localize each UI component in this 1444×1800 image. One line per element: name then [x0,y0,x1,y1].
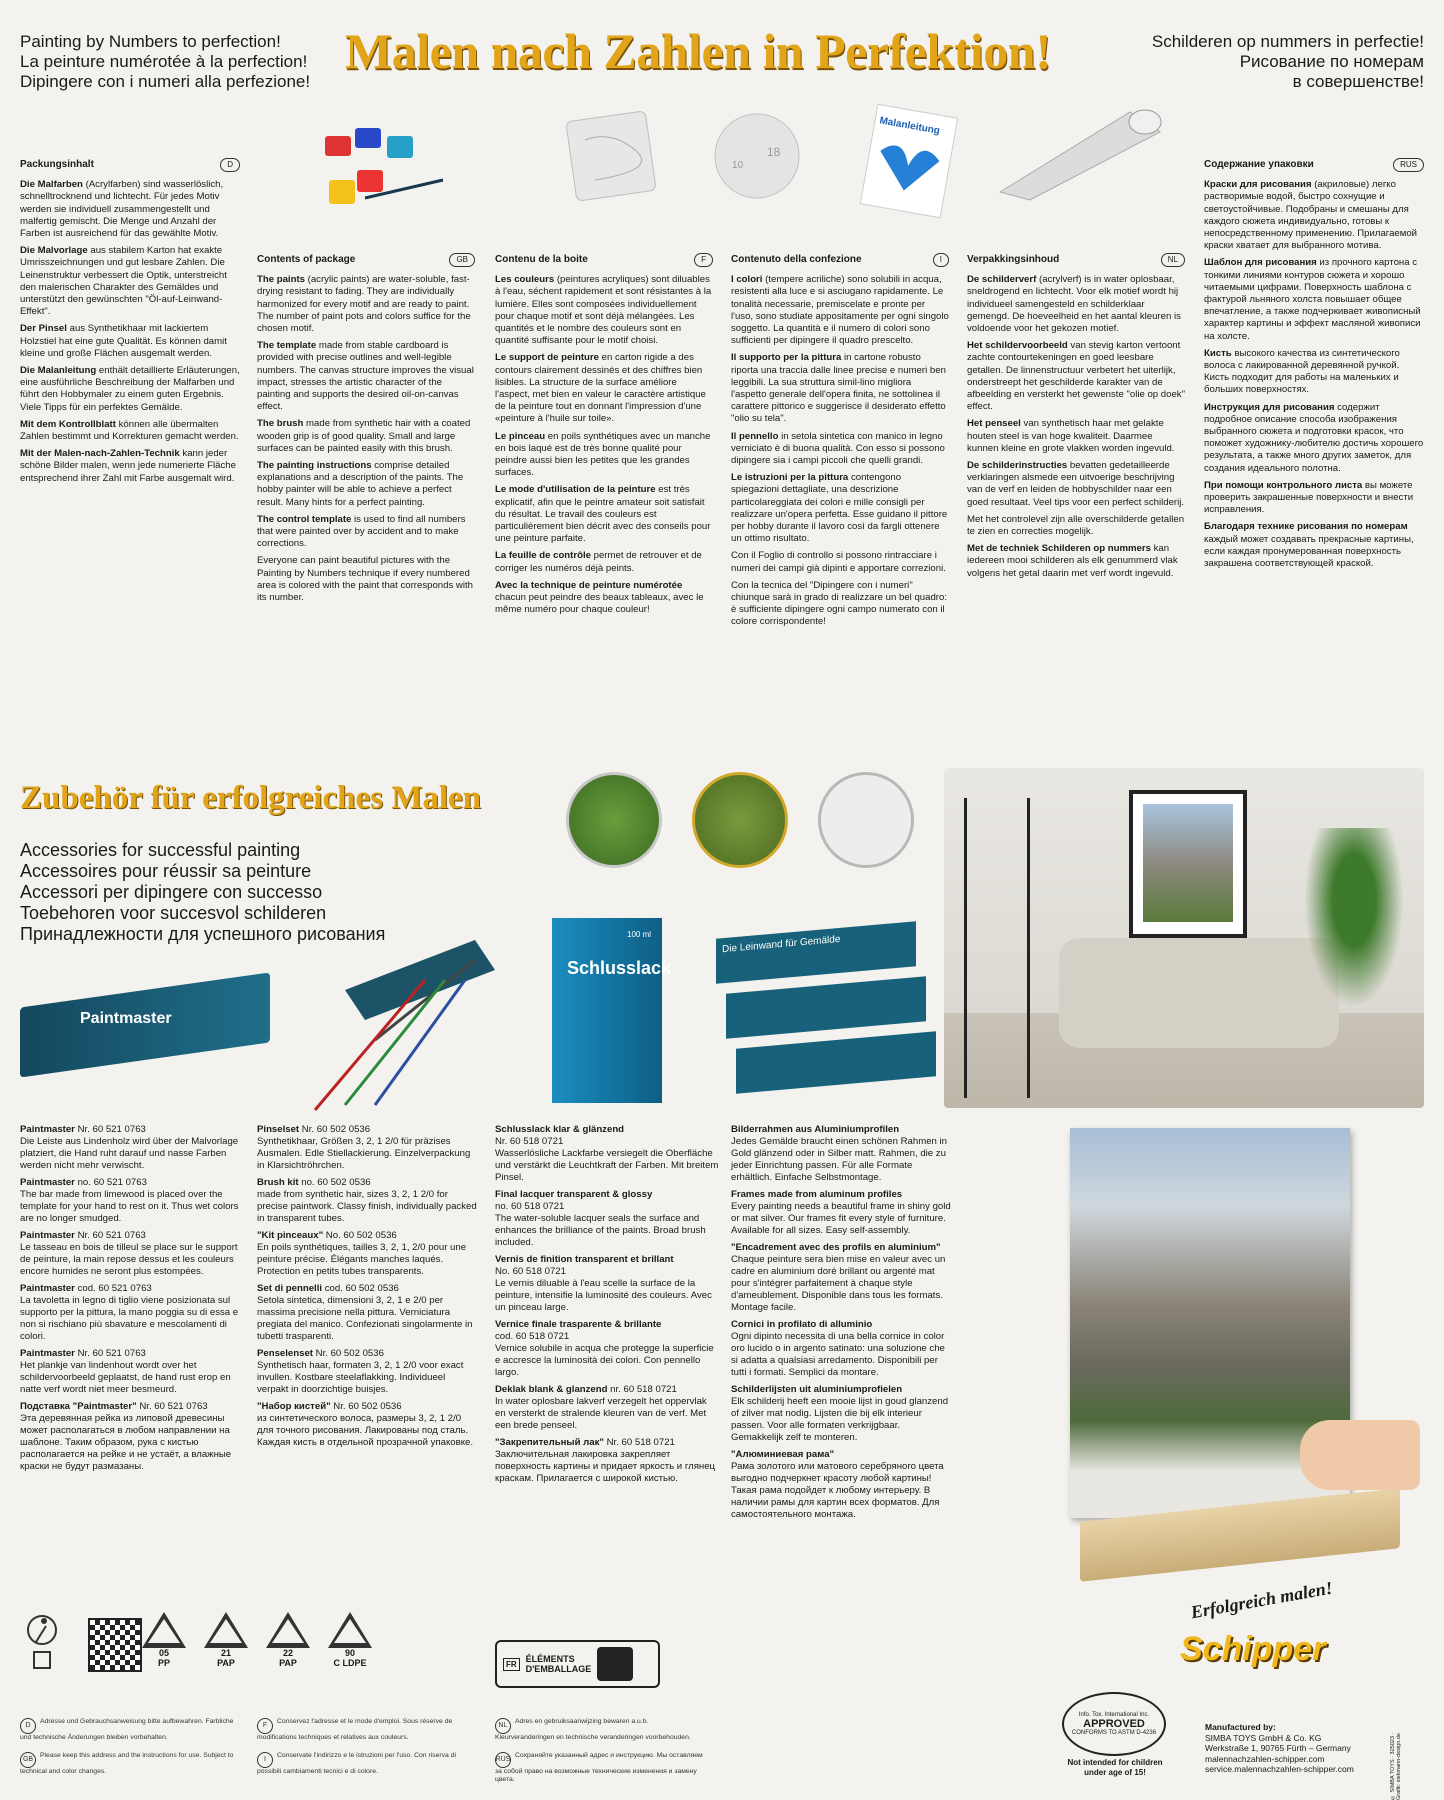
painting-hand [1300,1420,1420,1490]
living-room-photo [944,768,1424,1108]
accessory-entry: Final lacquer transparent & glossy no. 60 518 0721 The water-soluble lacquer seals the surface and enhances the brilliance of the paints. Broad brush included. [495,1189,706,1248]
accessory-entry: Bilderrahmen aus Aluminiumprofilen Jedes Gemälde braucht einen schönen Rahmen in Gold glänzend oder in Silber matt. Rahmen, die zu jeder Einrichtung passen. Für alle Formate erhältlich. Einfache Selbstmontage. [731,1124,947,1183]
triman-fr: FR [503,1658,520,1671]
contents-gb-paras [257,274,475,604]
content-paragraph: Le support de peinture en carton rigide a des contours clairement dessinés et des chiffres bien lisibles. La structure de la surface améliore l'aspect, met bien en valeur le caractère artistique de la peinture tout en donnant l'impression d'une «peinture à l'huile sur toile». [495,352,706,425]
accessory-entry: Deklak blank & glanzend nr. 60 518 0721 In water oplosbare lakverf verzegelt het oppervlak en versterkt de stralende kleuren van de verf. Met een brede penseel. [495,1384,707,1431]
lacquer-label: Schlusslack [567,958,672,978]
lacquer-volume: 100 ml [627,930,652,939]
frame-profile-image [818,772,914,868]
subtitle-fr: La peinture numérotée à la perfection! [20,52,308,71]
accessory-entry: Cornici in profilato di alluminio Ogni dipinto necessita di una bella cornice in color oro lucido o in argento satinato: una soluzione che si adatta a qualsiasi arredamento. Disponibili per tutti i formati. Semplici da montare. [731,1319,945,1378]
content-paragraph: Con la tecnica del "Dipingere con i numeri" chiunque sarà in grado di realizzare un bel quadro: è sufficiente dipingere ogni campo numerato con il colore corrispondente! [731,579,947,628]
svg-text:10: 10 [732,160,744,171]
shelf [964,798,1030,1098]
contents-nl-heading: Verpakkingsinhoud NL [967,253,1185,267]
contents-rus [1204,158,1424,575]
accessory-entry: Paintmaster Nr. 60 521 0763 Le tasseau en bois de tilleul se place sur le support de peinture, la main repose dessus et les couleurs encore humides ne seront plus estompées. [20,1230,238,1277]
contents-nl-paras [967,274,1185,580]
sofa [1059,938,1339,1048]
manufacturer-heading: Manufactured by: [1205,1722,1276,1732]
content-paragraph: Die Malvorlage aus stabilem Karton hat exakte Umrisszeichnungen und gut lesbare Zahlen. Die Leinenstruktur verbessert die Optik, unterstreicht den malerischen Charakter des Gemäldes und unterstützt den gewünschten "Öl-auf-Leinwand-Effekt". [20,245,227,318]
accessory-entry: Vernis de finition transparent et brillant No. 60 518 0721 Le vernis diluable à l'eau scelle la surface de la peinture, intensifie la luminosité des couleurs. Avec un pinceau large. [495,1254,712,1313]
accessory-entry: Schilderlijsten uit aluminiumprofielen Elk schilderij heeft een mooie lijst in goud glanzend of zilver mat nodig. Lijsten die bij elk interieur passen. Voor alle formaten verkrijgbaar. Gemakkelijk zelf te monteren. [731,1384,949,1443]
seal-bottom: CONFORMS TO ASTM D-4236 [1071,1730,1157,1736]
paintmaster-image [20,955,270,1095]
approved-seal [1062,1692,1166,1756]
booklet-title: Malanleitung [878,115,941,137]
accessory-entry: Penselenset Nr. 60 502 0536 Synthetisch haar, formaten 3, 2, 1 2/0 voor exact invullen. Kostbare steelaflakking. Individueel verpakt in doorzichtige buisjes. [257,1348,464,1395]
content-paragraph: Met het controlevel zijn alle overschilderde getallen te zien en correcties mogelijk. [967,513,1185,538]
bin-icon [597,1647,633,1681]
gold-frame-corner-image [692,772,788,868]
recycling-num: 90 [344,1648,355,1658]
brand-slogan: Erfolgreich malen! [1189,1577,1335,1623]
main-title: Malen nach Zahlen in Perfektion! [345,23,1052,79]
lang-badge-nl: NL [1161,253,1185,267]
footer-note-d: DAdresse und Gebrauchsanweisung bitte aufbewahren. Farbliche und technische Änderungen bleiben vorbehalten. [20,1718,234,1741]
right-subtitles [1152,32,1424,92]
content-paragraph: Het schildervoorbeeld van stevig karton vertoont zachte contourtekeningen en goed leesbare getallen. De linnenstructuur verbetert het uiterlijk, onderstreept het geschilderde karakter van de afbeelding en versterkt het gewenste "olie op doek" effect. [967,340,1186,413]
footer-note-gb: GBPlease keep this address and the instructions for use. Subject to technical and color changes. [20,1752,234,1775]
content-paragraph: Краски для рисования (акриловые) легко растворимые водой, быстро сохнущие и светоустойчивые. Подобраны и смешаны для каждого сюжета индивидуально, готовы к непосредственному применению. Прилагаемой краски хватает для выбранного мотива. [1204,179,1418,252]
seal-label: APPROVED [1083,1718,1145,1730]
accessory-entry: "Kit pinceaux" No. 60 502 0536 En poils synthétiques, tailles 3, 2, 1, 2/0 pour une peinture précise. Élégants manches laqués. Protection en petits tubes transparents. [257,1230,467,1277]
recycling-mat: PAP [217,1658,235,1668]
canvas-template-image [565,110,657,205]
content-paragraph: Con il Foglio di controllo si possono rintracciare i numeri dei campi già dipinti e apportare correzioni. [731,550,946,574]
contents-nl [967,253,1185,585]
recycling-codes [140,1612,374,1668]
content-paragraph: Le istruzioni per la pittura contengono spiegazioni dettagliate, una descrizione particolareggiata dei colori e mille consigli per realizzare un'opera perfetta. Esse guidano il pittore per hobby durante il lavoro così da fargli ottenere un ottimo risultato. [731,472,948,545]
accessory-entry: Brush kit no. 60 502 0536 made from synthetic hair, sizes 3, 2, 1 2/0 for precise paintwork. Classy finish, individually packed in transparent tubes. [257,1177,477,1224]
recycling-num: 05 [158,1648,169,1658]
manufacturer-name: SIMBA TOYS GmbH & Co. KG [1205,1732,1322,1743]
content-paragraph: I colori (tempere acriliche) sono solubili in acqua, resistenti alla luce e si asciugano rapidamente. Le tonalità necessarie, premiscelate e pronte per l'uso, sono studiate appositamente per ogni singolo soggetto. La quantità e il numero di colori sono sufficienti per dipingere il quadro prescelto. [731,274,949,347]
content-paragraph: Les couleurs (peintures acryliques) sont diluables à l'eau, séchent rapidement et sont résistantes à la lumière. Elles sont composées individuellement pour chaque motif et sont déjà mélangées. Les quantités et le nombre des couleurs sont en quantité suffisante pour le motif choisi. [495,274,712,347]
contents-i [731,253,949,634]
content-paragraph: Благодаря технике рисования по номерам каждый может создавать прекрасные картины, если каждая пронумерованная поверхность закрашена соответствующей краской. [1204,521,1414,570]
content-paragraph: The brush made from synthetic hair with a coated wooden grip is of good quality. Small and large surfaces can be painted easily with this brush. [257,418,471,454]
recycling-mat: PAP [279,1658,297,1668]
accessory-entry: Paintmaster cod. 60 521 0763 La tavoletta in legno di tiglio viene posizionata sul supporto per la pittura, la mano poggia su di essa e non si rischiano più sbavature e mescolamenti di colori. [20,1283,239,1342]
triman-label: ÉLÉMENTS D'EMBALLAGE [525,1654,592,1674]
contents-gb-heading: Contents of package GB [257,253,475,267]
tidyman-icon [22,1612,62,1672]
accessory-entry: Paintmaster Nr. 60 521 0763 Het plankje van lindenhout wordt over het schildervoorbeeld geplaatst, de hand rust erop en natte verf wordt niet meer besmeurd. [20,1348,231,1395]
accessory-entry: "Набор кистей" Nr. 60 502 0536 из синтетического волоса, размеры 3, 2, 1 2/0 для точного рисования. Лакированы под сталь. Каждая кисть в отдельной прозрачной упаковке. [257,1401,474,1448]
content-paragraph: Mit dem Kontrollblatt können alle übermalten Zahlen bestimmt und Korrekturen gemacht werden. [20,418,239,443]
manufacturer-service-site[interactable]: service.malennachzahlen-schipper.com [1205,1764,1354,1774]
content-paragraph: Der Pinsel aus Synthetikhaar mit lackiertem Holzstiel hat eine gute Qualität. Es können damit kleine und große Flächen ausgemalt werden. [20,323,227,359]
accessory-entry: Schlusslack klar & glänzend Nr. 60 518 0721 Wasserlösliche Lackfarbe versiegelt die Oberfläche und verstärkt die Leuchtkraft der Farben. Mit breitem Pinsel. [495,1124,719,1183]
content-paragraph: Le mode d'utilisation de la peinture est très explicatif, afin que le peintre amateur soit satisfait du résultat. Le travail des couleurs est particulièrement bien décrit avec des conseils pour une peinture parfaite. [495,484,711,545]
recycling-code-pap-22 [264,1612,312,1668]
footer-note-f: FConservez l'adresse et le mode d'emploi. Sous réserve de modifications techniques et relatives aux couleurs. [257,1718,453,1741]
subtitle-ru-1: Рисование по номерам [1239,52,1424,71]
manufacturer-website[interactable]: malennachzahlen-schipper.com [1205,1753,1325,1764]
content-paragraph: Le pinceau en poils synthétiques avec un manche en bois laqué est de très bonne qualité pour peindre aussi bien les petites que les grandes surfaces. [495,430,711,479]
contents-gb [257,253,475,609]
acc-subtitle-fr: Accessoires pour réussir sa peinture [20,861,312,881]
instructions-booklet-image [860,104,958,219]
content-paragraph: Die Malanleitung enthält detaillierte Erläuterungen, eine ausführliche Beschreibung der Malfarben und führt den Hobbymaler zu einem guten Ergebnis. Viele Tipps für ein perfektes Gemälde. [20,365,240,413]
acc-col-lacquer [495,1124,720,1490]
content-paragraph: Кисть высокого качества из синтетического волоса с лакированной деревянной ручкой. Кисть подходит для работы на маленьких и больших поверхностях. [1204,347,1400,396]
acc-subtitle-en: Accessories for successful painting [20,840,301,860]
acc-col-frames [731,1124,953,1526]
content-paragraph: Die Malfarben (Acrylfarben) sind wasserlöslich, schnelltrocknend und lichtecht. Für jedes Motiv werden sie individuell zusammengestellt und malfertig gemischt. Die Menge und Anzahl der Farben ist ausreichend für das gewählte Motiv. [20,179,224,240]
contents-f [495,253,713,621]
footer-note-nl: NLAdres en gebruiksaanwijzing bewaren a.u.b. Kleurveranderingen en technische veranderingen voorbehouden. [495,1718,691,1741]
recycling-mat: PP [157,1658,170,1668]
accessory-entry: Frames made from aluminum profiles Every painting needs a beautiful frame in shiny gold or mat silver. Our frames fit every style of furniture. Available for all sizes. Easy self-assembly. [731,1189,951,1236]
acc-col-paintmaster [20,1124,245,1478]
vertical-note: © SIMBA TOYS · 325023 · Grafik: siekmann-design.de [1390,1732,1402,1800]
content-paragraph: Инструкция для рисования содержит подробное описание способа изображения выбранного сюжета и подготовки красок, что поможет художнику-любителю достичь хорошего результата, а также много других заметок, для создания идеального полотна. [1204,401,1424,474]
content-paragraph: De schilderinstructies bevatten gedetailleerde verklaringen alsmede een uitvoerige beschrijving van de verf en leiden de hobbyschilder naar een goed resultaat. Veel tips voor een perfect schilderij. [967,460,1185,508]
contents-i-heading: Contenuto della confezione I [731,253,949,267]
control-sheet-image [712,108,802,203]
acc-subtitle-it: Accessori per dipingere con successo [20,882,323,902]
acc-col-brushes [257,1124,479,1454]
subtitle-ru-2: в совершенстве! [1292,72,1424,91]
content-paragraph: The control template is used to find all numbers that were painted over by accident and to make corrections. [257,513,466,550]
content-paragraph: Il supporto per la pittura in cartone robusto riporta una traccia dalle linee precise e numeri ben leggibili. La sua struttura simil-lino migliora l'aspetto generale dell'opera finita, ne sottolinea il carattere pittorico e suggerisce il desiderato effetto "olio su tela". [731,352,946,425]
aluminum-frame-boxes-image [716,930,936,1090]
brush-set-image [275,930,505,1115]
content-paragraph: The paints (acrylic paints) are water-soluble, fast-drying resistant to fading. They are individually harmonized for every motif and are ready to paint. The number of paint pots and colors suffice for the chosen motif. [257,274,471,335]
lang-badge-gb: GB [449,253,475,267]
recycling-code-pap-21 [202,1612,250,1668]
lang-badge-rus: RUS [1393,158,1424,172]
subtitle-nl: Schilderen op nummers in perfectie! [1151,32,1424,51]
recycling-code-pp [140,1612,188,1668]
content-paragraph: Het penseel van synthetisch haar met gelakte houten steel is van hoge kwaliteit. Daarmee kunnen kleine en grote vlakken worden ingevuld. [967,418,1175,454]
seal-top: Info. Tox. International Inc. [1078,1712,1150,1718]
contents-de-paras [20,179,240,485]
accessory-entry: Pinselset Nr. 60 502 0536 Synthetikhaar, Größen 3, 2, 1 2/0 für präzises Ausmalen. Edle Stiellackierung. Einzelverpackung in Klarsichtröhrchen. [257,1124,471,1171]
silver-frame-corner-image [566,772,662,868]
subtitle-en: Painting by Numbers to perfection! [20,32,281,51]
footer-note-i: IConservate l'indirizzo e le istruzioni per l'uso. Con riserva di possibili cambiamenti tecnici e di colore. [257,1752,457,1775]
accessory-entry: "Encadrement avec des profils en aluminium" Chaque peinture sera bien mise en valeur avec un cadre en aluminium doré brillant ou argenté mat pour s'intégrer parfaitement à chaque style d'ameublement. Disponible dans tous les formats. Montage facile. [731,1242,946,1313]
lang-badge-i: I [933,253,949,267]
content-paragraph: Met de techniek Schilderen op nummers kan iedereen mooi schilderen als elk genummerd vlak volgens het getal daarin met verf wordt ingevuld. [967,543,1178,579]
footer-note-rus: RUSСохраняйте указанный адрес и инструкцию. Мы оставляем за собой право на возможные технические изменения и замену цвета. [495,1752,703,1783]
content-paragraph: Mit der Malen-nach-Zahlen-Technik kann jeder schöne Bilder malen, wenn jede numerierte Fläche entsprechend ihrer Zahl mit Farbe ausgemalt wird. [20,448,236,484]
contents-de-heading: Packungsinhalt D [20,158,240,172]
accessory-entry: Paintmaster Nr. 60 521 0763 Die Leiste aus Lindenholz wird über der Malvorlage platziert, die Hand ruht darauf und nasse Farben werden nicht mehr verwischt. [20,1124,239,1171]
lang-badge-d: D [220,158,240,172]
accessory-entry: Set di pennelli cod. 60 502 0536 Setola sintetica, dimensioni 3, 2, 1 e 2/0 per massima precisione nella pittura. Verniciatura pregiata del manico. Confezionati singolarmente in tubetti trasparenti. [257,1283,473,1342]
frame-box-label: Die Leinwand für Gemälde [716,921,916,983]
paintmaster-label: Paintmaster [80,1010,172,1027]
accessory-entry: Paintmaster no. 60 521 0763 The bar made from limewood is placed over the template for your hand to rest on it. Thus wet colors are no longer smudged. [20,1177,239,1224]
acc-subtitle-nl: Toebehoren voor succesvol schilderen [20,903,327,923]
accessory-entry: Подставка "Paintmaster" Nr. 60 521 0763 Эта деревянная рейка из липовой древесины может располагаться в любом направлении на шаблоне. Таким образом, рука с кистью располагается на рейке и не устаёт, а влажные краски не будут размазаны. [20,1401,232,1472]
content-paragraph: При помощи контрольного листа вы можете проверить закрашенные поверхности и внести исправления. [1204,479,1414,516]
acc-subtitle-ru: Принадлежности для успешного рисования [20,924,386,944]
content-paragraph: Шаблон для рисования из прочного картона с тонкими линиями контуров сюжета и хорошо читаемыми цифрами. Поверхность шаблона с фактурой льняного холста повышает общее впечатление, а также подчеркивает живописный характер картины и эффект масляной живописи на холсте. [1204,257,1421,342]
accessory-entry: "Алюминиевая рама" Рама золотого или матового серебряного цвета выгодно подчеркнет красоту любой картины! Такая рама подойдет к любому интерьеру. В наличии рамы для картин всех форматов. Для самостоятельного монтажа. [731,1449,944,1520]
svg-text:18: 18 [767,145,781,159]
accessory-entry: "Закрепительный лак" Nr. 60 518 0721 Заключительная лакировка закрепляет поверхность картины и придает яркость и глянец краскам. Прилагается с широкой кистью. [495,1437,716,1484]
recycling-num: 22 [282,1648,293,1658]
contents-f-heading: Contenu de la boite F [495,253,713,267]
content-paragraph: The template made from stable cardboard is provided with precise outlines and well-legible numbers. The canvas structure improves the visual impact, stresses the artistic character of the painting and supports the desired oil-on-canvas effect. [257,340,474,413]
recycling-num: 21 [220,1648,231,1658]
accessories-title: Zubehör für erfolgreiches Malen [20,780,482,816]
accessory-entry: Vernice finale trasparente & brillante cod. 60 518 0721 Vernice solubile in acqua che protegge la superficie e accresce la luminosità dei colori. Con pennello largo. [495,1319,714,1378]
content-paragraph: Avec la technique de peinture numérotée chacun peut peindre des beaux tableaux, avec le même numéro pour chaque couleur! [495,579,704,616]
final-lacquer-image [532,918,682,1108]
manufacturer-info [1205,1722,1405,1775]
content-paragraph: Il pennello in setola sintetica con manico in legno verniciato è di buona qualità. Con esso si possono dipingere sia i campi piccoli che quelli grandi. [731,430,945,467]
content-paragraph: Everyone can paint beautiful pictures with the Painting by Numbers technique if every numbered area is colored with the paint that corresponds with its number. [257,555,473,604]
rolled-canvas-image [990,92,1170,202]
recycling-mat: C LDPE [333,1658,367,1668]
manufacturer-address: Werkstraße 1, 90765 Fürth – Germany [1205,1743,1351,1753]
contents-i-paras [731,274,949,628]
left-subtitles [20,32,310,92]
framed-painting [1129,790,1247,938]
triman-logo [495,1640,660,1688]
contents-de [20,158,240,490]
content-paragraph: The painting instructions comprise detailed explanations and a description of the paints. The hobby painter will be able to achieve a perfect result. Many hints for a perfect painting. [257,460,464,508]
contents-f-paras [495,274,713,616]
qr-code [88,1618,142,1672]
paint-pots-image [315,118,445,218]
lang-badge-f: F [694,253,713,267]
recycling-code-ldpe [326,1612,374,1668]
schipper-logo: Schipper [1180,1630,1326,1668]
plant [1304,828,1404,1008]
contents-rus-paras [1204,179,1424,570]
content-paragraph: La feuille de contrôle permet de retrouver et de corriger les numéros déjà peints. [495,550,702,574]
content-paragraph: De schilderverf (acrylverf) is in water oplosbaar, sneldrogend en lichtecht. Voor elk motief wordt hij individueel samengesteld en schilderklaar gemengd. De hoeveelheid en het aantal kleuren is voldoende voor het gekozen motief. [967,274,1181,335]
subtitle-it: Dipingere con i numeri alla perfezione! [20,72,311,91]
age-warning: Not intended for children under age of 15! [1067,1758,1163,1777]
contents-rus-heading: Содержание упаковки RUS [1204,158,1424,172]
